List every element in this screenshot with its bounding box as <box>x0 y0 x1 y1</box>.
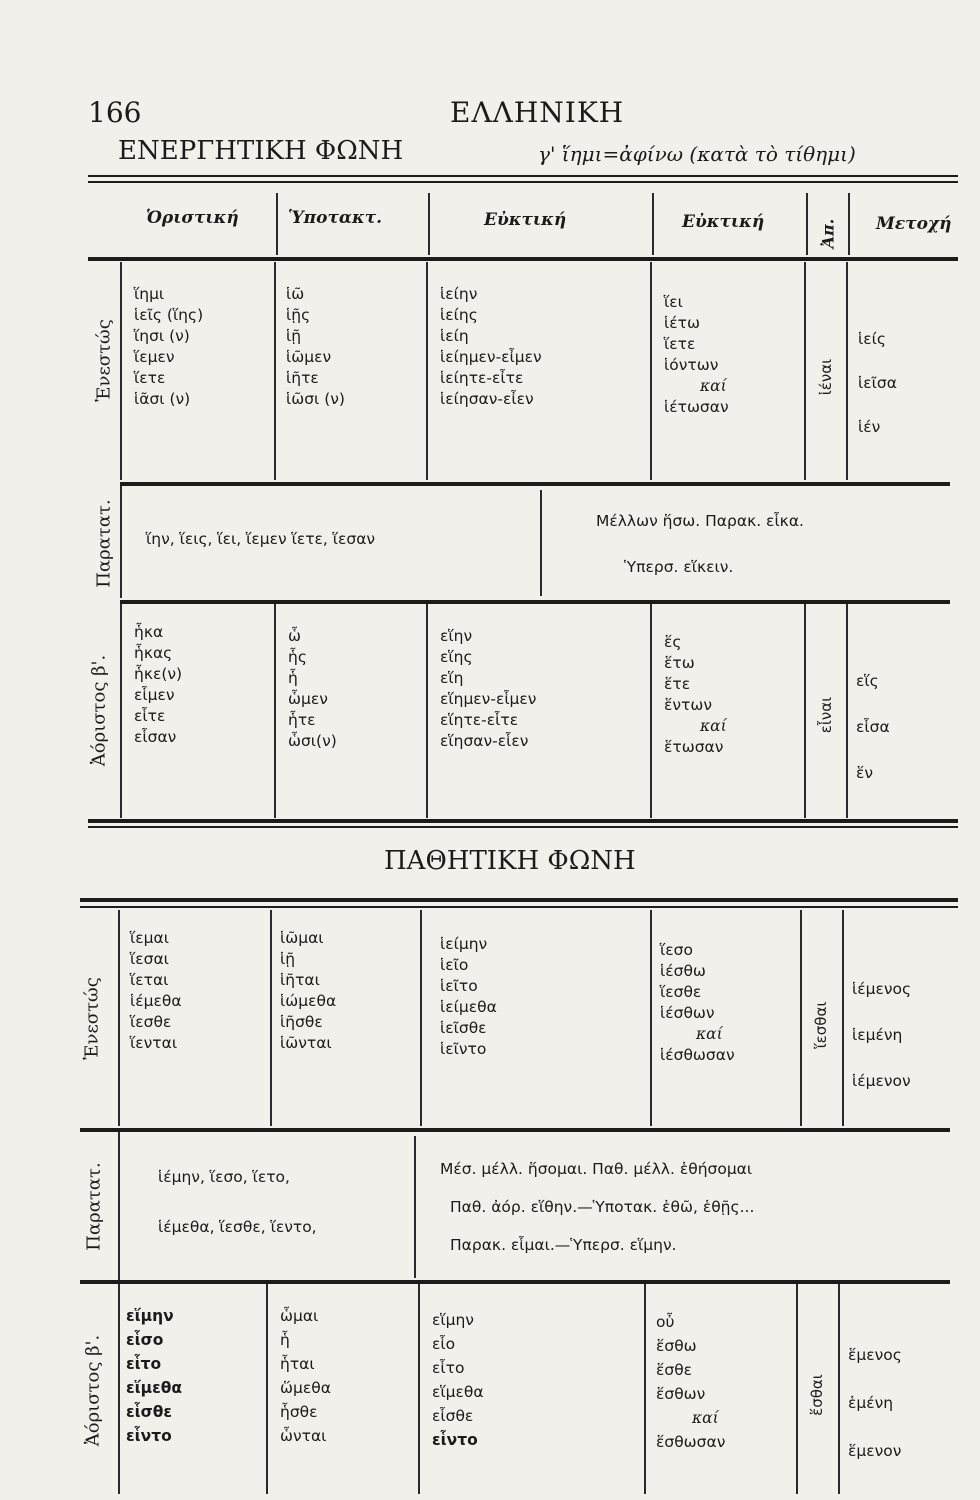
form: εἵμεθα <box>126 1379 182 1397</box>
passive-note-2: Παθ. ἀόρ. εἵθην.—Ὑποτακ. ἑθῶ, ἑθῇς... <box>450 1198 755 1216</box>
form: ἱεῖς (ἵης) <box>134 306 204 324</box>
form: ἵεσο <box>660 941 693 959</box>
form: εἷντο <box>126 1427 172 1445</box>
label-divider-a1 <box>120 262 122 480</box>
active-present-optative <box>440 284 542 410</box>
passive-title: ΠΑΘΗΤΙΚΗ ΦΩΝΗ <box>384 846 636 876</box>
active-imperfect-forms: ἵην, ἵεις, ἵει, ἵεμεν ἵετε, ἵεσαν <box>146 530 376 548</box>
divider-a1-2 <box>426 262 428 480</box>
form: εἷσα <box>856 718 890 736</box>
row-label-passive-imperfect: Παρατατ. <box>83 1162 105 1251</box>
passive-present-optative <box>440 934 497 1060</box>
form: ἕν <box>856 764 874 782</box>
form: ἱῇς <box>286 306 311 324</box>
divider-a2-1 <box>540 490 542 596</box>
header-divider-3 <box>652 193 654 255</box>
running-title: ΕΛΛΗΝΙΚΗ <box>450 96 625 129</box>
form: ἱείησαν-εἶεν <box>440 390 534 408</box>
form: ἱῶμαι <box>280 929 324 947</box>
passive-present-imperative <box>660 940 735 1066</box>
active-aorist-optative <box>440 626 536 752</box>
active-future-note: Μέλλων ἥσω. Παρακ. εἷκα. <box>596 512 804 530</box>
form: ἱεῖντο <box>440 1040 487 1058</box>
form: ἱείητε-εἶτε <box>440 369 524 387</box>
form: εἷτε <box>134 707 166 725</box>
form: ἱῆται <box>280 971 320 989</box>
form: ἱῇ <box>286 327 302 345</box>
rule-passive-top <box>80 898 958 902</box>
row-label-passive-present: Ἐνεστώς <box>81 977 103 1060</box>
form: ἱέμενον <box>852 1072 911 1090</box>
form: ἱώμεθα <box>280 992 337 1010</box>
form: ἱέτω <box>664 314 700 332</box>
form: καί <box>696 1025 723 1043</box>
label-divider-a2 <box>120 486 122 598</box>
form: καί <box>700 717 727 735</box>
form: εἵμην <box>126 1307 174 1325</box>
form: ὥμεθα <box>280 1379 331 1397</box>
form: ἕσθων <box>656 1385 706 1403</box>
active-present-subjunctive <box>286 284 345 410</box>
label-divider-a3 <box>120 604 122 818</box>
form: ἵεμαι <box>130 929 169 947</box>
row-label-active-aorist: Ἀόριστος β'. <box>88 654 110 767</box>
header-divider-2 <box>428 193 430 255</box>
form: ἱέσθωσαν <box>660 1046 735 1064</box>
form: εἷτο <box>126 1355 162 1373</box>
passive-aorist-participle <box>848 1334 902 1478</box>
form: ἕμενον <box>848 1442 902 1460</box>
form: εἷο <box>432 1335 456 1353</box>
active-present-indicative <box>134 284 203 410</box>
form: ἕτωσαν <box>664 738 724 756</box>
form: ἱέμεθα <box>130 992 182 1010</box>
form: ὧ <box>288 627 301 645</box>
divider-a3-5 <box>846 604 848 818</box>
divider-a3-4 <box>804 604 806 818</box>
form: εἷσθε <box>432 1407 474 1425</box>
passive-present-subjunctive <box>280 928 336 1054</box>
col-head-infinitive: Ἀπ. <box>818 218 838 249</box>
form: ἱῶσι (ν) <box>286 390 345 408</box>
col-head-subjunctive: Ὑποτακτ. <box>288 208 383 228</box>
form: ἵεμεν <box>134 348 175 366</box>
active-aorist-imperative <box>664 632 727 758</box>
rule-a1-bottom <box>120 482 950 486</box>
form: ἱέμενος <box>852 980 912 998</box>
form: ἵεσαι <box>130 950 169 968</box>
form: ἱέτωσαν <box>664 398 729 416</box>
col-head-imperative: Εὐκτική <box>682 212 765 232</box>
rule-top-2 <box>88 181 958 183</box>
divider-a1-3 <box>650 262 652 480</box>
form: ἧ <box>280 1331 290 1349</box>
divider-p3-1 <box>266 1284 268 1494</box>
divider-a3-2 <box>426 604 428 818</box>
section-title: ΕΝΕΡΓΗΤΙΚΗ ΦΩΝΗ <box>118 136 404 166</box>
form: ἱέσθων <box>660 1004 715 1022</box>
form: εἷμεν <box>134 686 175 704</box>
row-label-passive-aorist: Ἀόριστος β'. <box>82 1334 104 1447</box>
divider-a1-5 <box>846 262 848 480</box>
form: ἵετε <box>664 335 696 353</box>
form: ἧκας <box>134 644 173 662</box>
form: ἱείμην <box>440 935 488 953</box>
form: ἧσθε <box>280 1403 318 1421</box>
rule-a2-bottom <box>120 600 950 604</box>
col-head-participle: Μετοχή <box>876 214 952 234</box>
rule-p1-bottom <box>80 1128 950 1132</box>
form: ἱῇ <box>280 950 296 968</box>
form: ἕμενος <box>848 1346 902 1364</box>
form: ἵησι (ν) <box>134 327 190 345</box>
form: ἵενται <box>130 1034 178 1052</box>
form: ἱόντων <box>664 356 719 374</box>
form: ἱέν <box>858 418 881 436</box>
form: ἕντων <box>664 696 713 714</box>
divider-p1-2 <box>420 910 422 1126</box>
active-aorist-subjunctive <box>288 626 337 752</box>
divider-p1-5 <box>842 910 844 1126</box>
form: ἱᾶσι (ν) <box>134 390 191 408</box>
form: ἱεμένη <box>852 1026 903 1044</box>
form: ὧμεν <box>288 690 328 708</box>
form: εἷντο <box>432 1431 478 1449</box>
divider-p1-4 <box>800 910 802 1126</box>
form: ἱεῖσθε <box>440 1019 487 1037</box>
form: ἱεῖο <box>440 956 469 974</box>
form: οὗ <box>656 1313 675 1331</box>
form: εἷσο <box>126 1331 164 1349</box>
form: ἱεῖσα <box>858 374 897 392</box>
passive-note-1: Μέσ. μέλλ. ἥσομαι. Παθ. μέλλ. ἑθήσομαι <box>440 1160 753 1178</box>
form: καί <box>692 1409 719 1427</box>
col-head-optative: Εὐκτική <box>484 210 567 230</box>
form: ἱείης <box>440 306 478 324</box>
form: ἕς <box>664 633 682 651</box>
form: ἧται <box>280 1355 315 1373</box>
divider-p3-4 <box>796 1284 798 1494</box>
form: εἵημεν-εἷμεν <box>440 690 537 708</box>
form: ἱείημεν-εἶμεν <box>440 348 542 366</box>
passive-note-3: Παρακ. εἷμαι.—Ὑπερσ. εἵμην. <box>450 1236 677 1254</box>
passive-imperfect-forms-1: ἱέμην, ἵεσο, ἵετο, <box>158 1168 290 1186</box>
passive-aorist-infinitive: ἕσθαι <box>808 1374 826 1416</box>
active-aorist-participle <box>856 660 890 798</box>
form: ἕσθε <box>656 1361 693 1379</box>
passive-aorist-subjunctive <box>280 1306 331 1450</box>
header-divider-5 <box>848 193 850 255</box>
rule-top-1 <box>88 175 958 177</box>
row-label-active-present: Ἐνεστώς <box>93 319 115 402</box>
form: εἷσαν <box>134 728 177 746</box>
form: εἷτο <box>432 1359 465 1377</box>
form: ἱῆσθε <box>280 1013 323 1031</box>
form: ὧμαι <box>280 1307 319 1325</box>
active-present-infinitive: ἱέναι <box>817 358 835 396</box>
form: ἱείην <box>440 285 478 303</box>
passive-present-infinitive: ἵεσθαι <box>812 1001 830 1049</box>
passive-imperfect-forms-2: ἱέμεθα, ἵεσθε, ἵεντο, <box>158 1218 317 1236</box>
form: ἱῆτε <box>286 369 319 387</box>
form: ἱείη <box>440 327 469 345</box>
form: ἱῶ <box>286 285 305 303</box>
form: ὧσι(ν) <box>288 732 337 750</box>
divider-p3-5 <box>838 1284 840 1494</box>
divider-p1-3 <box>650 910 652 1126</box>
passive-aorist-imperative <box>656 1312 725 1456</box>
rule-active-bottom-2 <box>88 826 958 828</box>
form: ἧκε(ν) <box>134 665 183 683</box>
passive-present-participle <box>852 968 911 1106</box>
header-divider-4 <box>806 193 808 255</box>
passive-present-indicative <box>130 928 182 1054</box>
rule-passive-top-2 <box>80 906 958 908</box>
divider-p3-3 <box>644 1284 646 1494</box>
form: ἵεται <box>130 971 169 989</box>
form: ἵεσθε <box>130 1013 172 1031</box>
form: ἱῶμεν <box>286 348 332 366</box>
divider-a1-4 <box>804 262 806 480</box>
form: εἷσθε <box>126 1403 173 1421</box>
form: εἵης <box>440 648 473 666</box>
form: ἱῶνται <box>280 1034 332 1052</box>
verb-title: γ' ἵημι=ἀφίνω (κατὰ τὸ τίθημι) <box>538 142 856 166</box>
rule-p2-bottom <box>80 1280 950 1284</box>
form: ἧ <box>288 669 298 687</box>
form: ἕτε <box>664 675 691 693</box>
col-head-indicative: Ὁριστική <box>146 208 239 228</box>
divider-a3-1 <box>274 604 276 818</box>
form: εἵητε-εἷτε <box>440 711 519 729</box>
form: ἵημι <box>134 285 165 303</box>
form: ἵετε <box>134 369 166 387</box>
form: εἵη <box>440 669 464 687</box>
active-aorist-indicative <box>134 622 182 748</box>
divider-a3-3 <box>650 604 652 818</box>
passive-aorist-indicative <box>126 1306 182 1450</box>
passive-aorist-optative <box>432 1310 484 1454</box>
form: ὧνται <box>280 1427 327 1445</box>
label-divider-p3 <box>118 1284 120 1494</box>
divider-p2-1 <box>414 1136 416 1278</box>
form: ἵει <box>664 293 683 311</box>
form: εἵησαν-εἷεν <box>440 732 529 750</box>
form: ἱείς <box>858 330 886 348</box>
form: ἕσθω <box>656 1337 697 1355</box>
form: ἱεῖτο <box>440 977 478 995</box>
form: ἧκα <box>134 623 164 641</box>
divider-p3-2 <box>418 1284 420 1494</box>
form: εἵην <box>440 627 473 645</box>
form: ἱέσθω <box>660 962 706 980</box>
label-divider-p2 <box>118 1132 120 1280</box>
row-label-active-imperfect: Παρατατ. <box>93 499 115 588</box>
page-number: 166 <box>88 96 142 129</box>
form: ἕτω <box>664 654 695 672</box>
divider-p1-1 <box>270 910 272 1126</box>
form: ἕσθωσαν <box>656 1433 726 1451</box>
form: εἵς <box>856 672 879 690</box>
divider-a1-1 <box>274 262 276 480</box>
form: εἵμεθα <box>432 1383 484 1401</box>
active-pluperfect-note: Ὑπερσ. εἵκειν. <box>624 558 734 576</box>
header-divider-1 <box>276 193 278 255</box>
form: ἑμένη <box>848 1394 894 1412</box>
form: ἱείμεθα <box>440 998 497 1016</box>
form: ἧς <box>288 648 307 666</box>
rule-active-bottom <box>88 819 958 823</box>
active-present-participle <box>858 318 897 450</box>
label-divider-p1 <box>118 910 120 1126</box>
form: ἵεσθε <box>660 983 702 1001</box>
active-aorist-infinitive: εἷναι <box>817 696 835 734</box>
active-present-imperative <box>664 292 729 418</box>
form: ἧτε <box>288 711 316 729</box>
form: καί <box>700 377 727 395</box>
rule-header-bottom <box>88 257 958 261</box>
form: εἵμην <box>432 1311 474 1329</box>
